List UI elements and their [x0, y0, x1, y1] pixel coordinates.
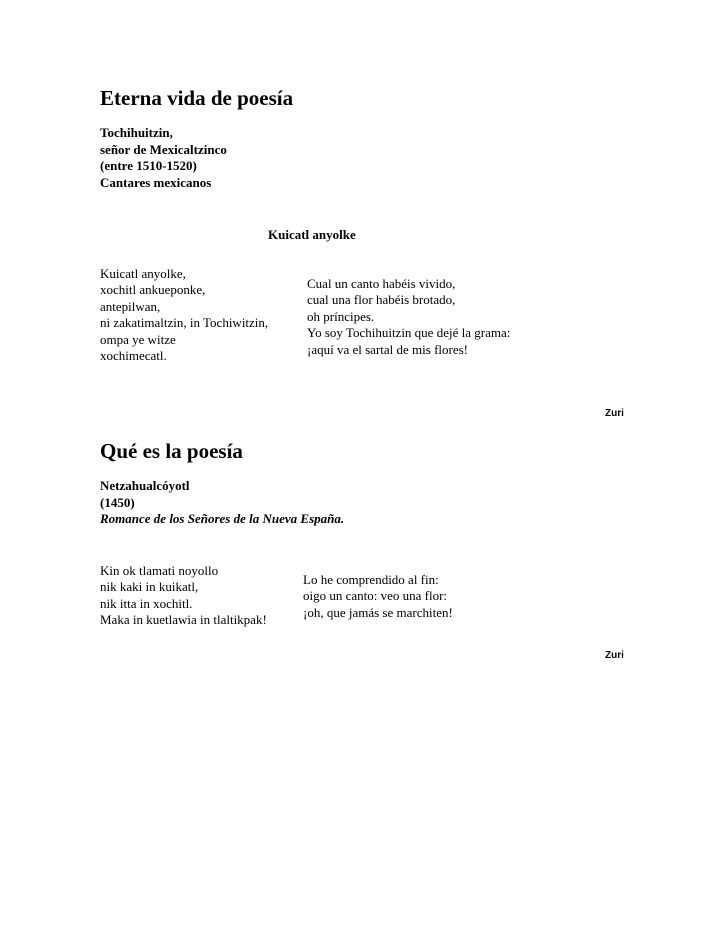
verse-line: xochimecatl.: [100, 348, 167, 364]
verse-line: antepilwan,: [100, 298, 161, 314]
poem1-author-line: (entre 1510-1520): [100, 158, 197, 173]
poem2-author-block: [100, 478, 344, 528]
verse-line: oigo un canto: veo una flor:: [303, 588, 448, 604]
verse-line: ompa ye witze: [100, 331, 176, 347]
poem2-signature: Zuri: [605, 650, 624, 661]
verse-line: Yo soy Tochihuitzin que dejé la grama:: [307, 325, 511, 341]
verse-line: ¡aquí va el sartal de mis flores!: [307, 341, 468, 357]
verse-line: nik itta in xochitl.: [100, 595, 193, 611]
poem1-subtitle: Kuicatl anyolke: [268, 227, 356, 242]
poem1-signature: Zuri: [605, 408, 624, 419]
verse-line: Kin ok tlamati noyollo: [100, 563, 219, 578]
poem2-title: Qué es la poesía: [100, 439, 243, 463]
poem2-author: Netzahualcóyotl: [100, 478, 190, 493]
poem1-title: Eterna vida de poesía: [100, 86, 294, 110]
poem2-source: Romance de los Señores de la Nueva España.: [100, 511, 345, 526]
poem1-original-verse: [100, 266, 268, 364]
verse-line: ¡oh, que jamás se marchiten!: [303, 604, 453, 620]
verse-line: nik kaki in kuikatl,: [100, 579, 199, 595]
verse-line: cual una flor habéis brotado,: [307, 292, 456, 308]
verse-line: Maka in kuetlawia in tlaltikpak!: [100, 612, 267, 628]
verse-line: xochitl ankueponke,: [100, 282, 206, 298]
poem1-author-line: señor de Mexicaltzinco: [100, 141, 227, 157]
verse-line: ni zakatimaltzin, in Tochiwitzin,: [100, 315, 269, 331]
poem1-author-line: Tochihuitzin,: [100, 125, 173, 140]
verse-line: Kuicatl anyolke,: [100, 266, 186, 281]
poem2-translation-verse: [303, 572, 453, 621]
poem2-year: (1450): [100, 494, 135, 510]
poem2-original-verse: [100, 563, 267, 629]
verse-line: oh príncipes.: [307, 308, 375, 324]
poem1-author-line: Cantares mexicanos: [100, 174, 212, 190]
poem1-author-block: [100, 125, 227, 191]
verse-line: Cual un canto habéis vivido,: [307, 276, 456, 291]
poem1-translation-verse: [307, 276, 510, 358]
verse-line: Lo he comprendido al fin:: [303, 572, 439, 587]
